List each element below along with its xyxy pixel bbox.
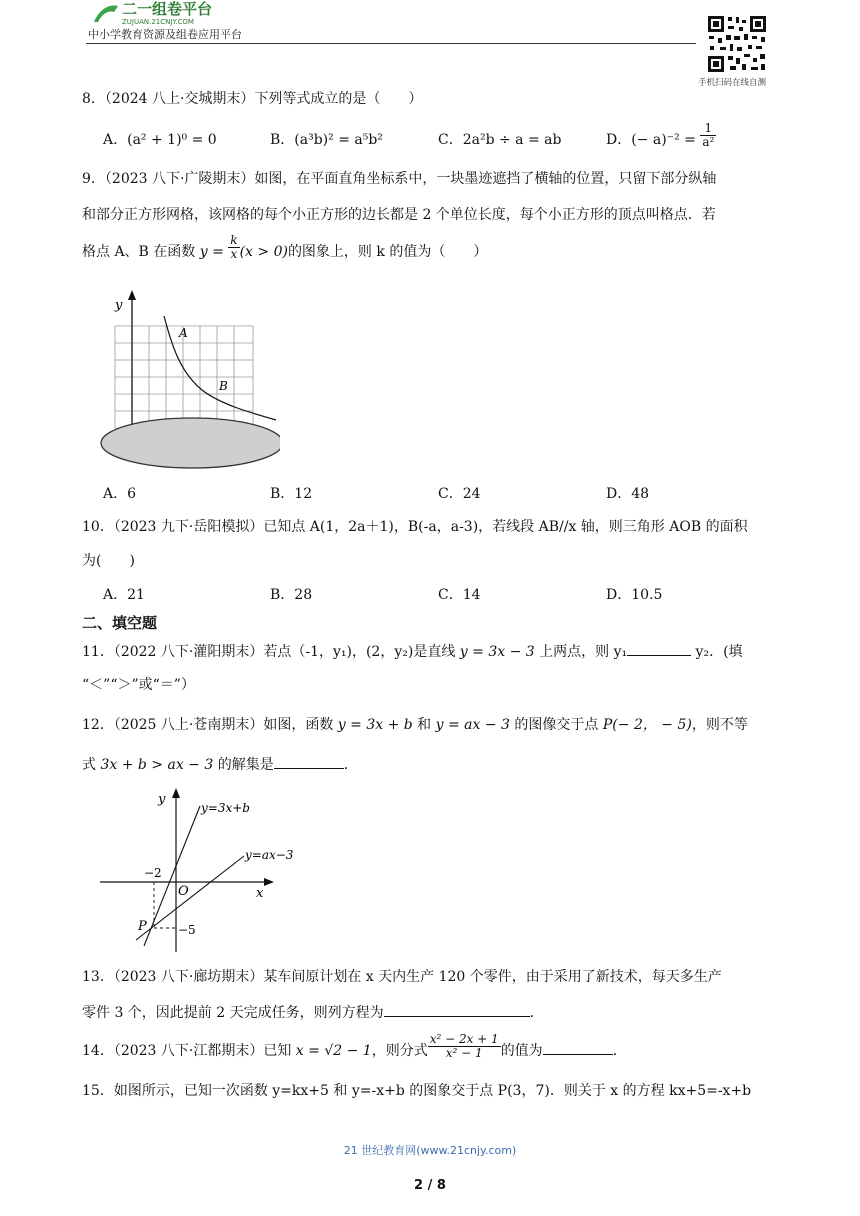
- qr-caption: 手机扫码在线自测: [698, 78, 767, 88]
- q12-label-neg5: −5: [178, 923, 196, 937]
- q9-y-axis-arrow-icon: [128, 290, 136, 300]
- q12-point-p-label: P: [138, 919, 147, 934]
- q12-eq2: y = ax − 3: [435, 717, 510, 733]
- q14-fraction: [428, 1033, 501, 1060]
- q11-line1-a: 11．（2022 八下·灌阳期末）若点（-1，y₁)，(2，y₂)是直线: [82, 644, 460, 660]
- site-logo: [88, 0, 268, 26]
- q12-y-label: y: [158, 792, 166, 807]
- q12-x-axis-arrow-icon: [264, 878, 274, 886]
- q12-line1-c: ，则不等: [691, 717, 748, 733]
- q8-d-numerator: 1: [700, 122, 716, 136]
- q12-line2-label: y=ax−3: [245, 848, 294, 862]
- q9-func-lhs: y =: [199, 244, 224, 260]
- q12-point-p: P(− 2， − 5): [602, 717, 692, 733]
- q9-line3-b: 的图象上，则 k 的值为（ ）: [287, 244, 488, 260]
- q11-line1: [82, 641, 743, 662]
- q10-option-b: B．28: [270, 587, 313, 603]
- q8-option-b: B．(a³b)² = a⁵b²: [270, 132, 383, 148]
- q9-line3-a: 格点 A、B 在函数: [82, 244, 200, 260]
- q9-option-b: B．12: [270, 486, 313, 502]
- q8-option-d-fraction: [700, 122, 716, 149]
- q8-option-d-lhs: D．(− a)⁻² =: [606, 132, 696, 148]
- q11-answer-blank[interactable]: [627, 641, 691, 656]
- q10-line1: 10．（2023 九下·岳阳模拟）已知点 A(1，2a＋1)，B(-a，a-3)，若线段 AB//x 轴，则三角形 AOB 的面积: [82, 519, 748, 535]
- q14-given: x = √2 − 1: [295, 1043, 372, 1059]
- q9-line3: [82, 232, 488, 262]
- q14-numerator: x² − 2x + 1: [429, 1031, 499, 1046]
- q13-answer-blank[interactable]: [384, 1002, 530, 1017]
- q9-option-d: D．48: [606, 486, 650, 502]
- q9-point-a-label: A: [179, 326, 188, 340]
- q9-line2: 和部分正方形网格，该网格的每个小正方形的边长都是 2 个单位长度，每个小正方形的顶点叫格点．若: [82, 207, 716, 223]
- q9-func-condition: (x > 0): [239, 244, 288, 260]
- q9-point-b-label: B: [219, 379, 228, 393]
- q8-option-a: A．(a² + 1)⁰ = 0: [103, 132, 217, 148]
- q10-option-d: D．10.5: [606, 587, 663, 603]
- logo-url-text: ZUJUAN.21CNJY.COM: [122, 18, 194, 26]
- q14-answer-blank[interactable]: [543, 1040, 613, 1055]
- q12-label-neg2: −2: [144, 866, 162, 880]
- footer-link[interactable]: 21 世纪教育网(www.21cnjy.com): [343, 1144, 517, 1157]
- q12-figure: [98, 784, 304, 954]
- q13-line1: 13．（2023 八下·廊坊期末）某车间原计划在 x 天内生产 120 个零件，由于采用了新技术，每天多生产: [82, 969, 722, 985]
- q12-answer-blank[interactable]: [274, 754, 344, 769]
- q9-y-label: y: [115, 298, 123, 313]
- q12-x-label: x: [256, 886, 264, 901]
- q11-line2: “＜”“＞”或“＝”）: [82, 677, 195, 693]
- logo-text: 二一组卷平台: [122, 0, 213, 18]
- q12-line2-a: 式: [82, 757, 101, 773]
- q10-line2: 为( ): [82, 553, 135, 569]
- q8-option-c: C．2a²b ÷ a = ab: [438, 132, 562, 148]
- q15-line1: 15．如图所示，已知一次函数 y=kx+5 和 y=-x+b 的图象交于点 P(3，7)．则关于 x 的方程 kx+5=-x+b: [82, 1083, 752, 1099]
- q9-figure: [98, 286, 280, 472]
- q14-b: ，则分式: [371, 1043, 428, 1059]
- q9-func-fraction: [228, 234, 239, 261]
- q9-func-denominator: x: [230, 246, 238, 261]
- q12-line2: [82, 754, 358, 775]
- q10-option-c: C．14: [438, 587, 481, 603]
- q12-y-axis-arrow-icon: [172, 788, 180, 798]
- q11-line-equation: y = 3x − 3: [459, 644, 535, 660]
- q14-denominator: x² − 1: [445, 1045, 483, 1060]
- q12-line1: [82, 715, 748, 735]
- q9-grid: [115, 326, 253, 428]
- q12-origin-label: O: [178, 884, 189, 899]
- q8-d-denominator: a²: [702, 134, 715, 149]
- q9-func-numerator: k: [230, 232, 238, 247]
- q14-line: [82, 1031, 627, 1061]
- header-divider: [86, 43, 696, 44]
- q12-line2-end: ．: [343, 757, 358, 773]
- q9-ink-blot: [101, 418, 280, 468]
- q8-option-d: [606, 120, 716, 150]
- q11-line1-c: y₂．(填: [691, 644, 743, 660]
- section-title-fill-in: 二、填空题: [82, 614, 158, 632]
- q12-and: 和: [412, 717, 436, 733]
- q13-line2-end: ．: [529, 1005, 544, 1021]
- q14-a: 14．（2023 八下·江都期末）已知: [82, 1043, 296, 1059]
- q12-line1-label: y=3x+b: [201, 801, 250, 815]
- header-subtitle: 中小学教育资源及组卷应用平台: [88, 28, 242, 41]
- page-number: 2 / 8: [414, 1178, 446, 1193]
- q14-end: ．: [612, 1043, 627, 1059]
- q12-line1-b: 的图像交于点: [509, 717, 603, 733]
- q8-stem: 8．（2024 八上·交城期末）下列等式成立的是（ ）: [82, 91, 423, 107]
- q10-option-a: A．21: [103, 587, 145, 603]
- q9-line1: 9．（2023 八下·广陵期末）如图，在平面直角坐标系中，一块墨迹遮挡了横轴的位置，只留下部分纵轴: [82, 171, 717, 187]
- q9-option-a: A．6: [103, 486, 137, 502]
- q12-eq1: y = 3x + b: [337, 717, 413, 733]
- q13-line2: [82, 1002, 544, 1023]
- q12-inequality: 3x + b > ax − 3: [100, 757, 214, 773]
- qr-code-icon[interactable]: [706, 14, 768, 74]
- q12-line2-b: 的解集是: [213, 757, 274, 773]
- q12-line1-a: 12．（2025 八上·苍南期末）如图，函数: [82, 717, 338, 733]
- q9-option-c: C．24: [438, 486, 481, 502]
- q14-c: 的值为: [500, 1043, 543, 1059]
- q13-line2-a: 零件 3 个，因此提前 2 天完成任务，则列方程为: [82, 1005, 384, 1021]
- q11-line1-b: 上两点，则 y₁: [534, 644, 628, 660]
